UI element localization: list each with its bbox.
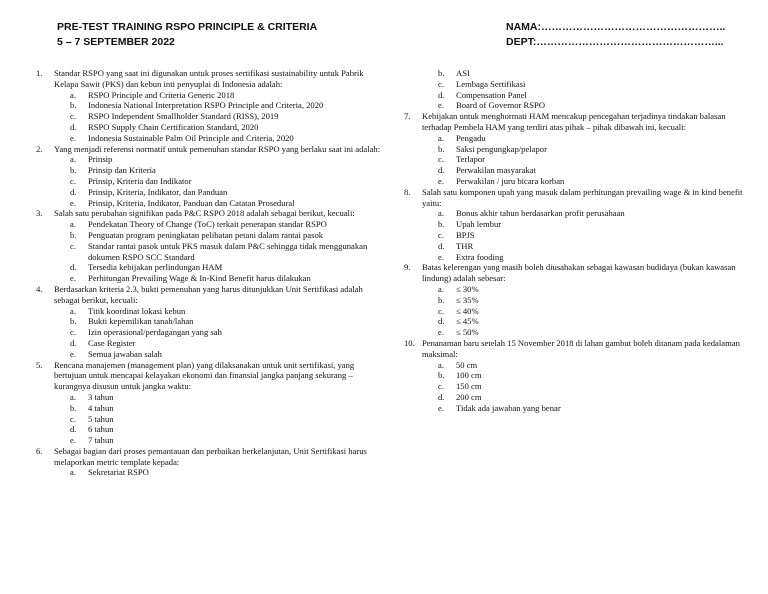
option-text: 100 cm (456, 370, 482, 381)
option-text: Perhitungan Prevailing Wage & In-Kind Benefit harus dilakukan (88, 273, 311, 284)
option-letter: a. (438, 132, 444, 143)
question-block (36, 360, 388, 446)
option-letter: a. (70, 467, 76, 478)
option-text: BPJS (456, 229, 475, 240)
option-text: Board of Governor RSPO (456, 100, 546, 111)
question-number: 10. (404, 337, 415, 348)
question-block (404, 111, 749, 187)
option-text: Extra fooding (456, 251, 504, 262)
option-text: 150 cm (456, 381, 482, 392)
answer-option (404, 306, 749, 317)
option-letter: d. (70, 262, 77, 273)
answer-option (404, 370, 749, 381)
option-letter: a. (70, 89, 76, 100)
answer-option (404, 252, 749, 263)
question (36, 446, 388, 468)
answer-option (36, 435, 388, 446)
option-letter: a. (438, 208, 444, 219)
answer-option (36, 338, 388, 349)
answer-option (404, 79, 749, 90)
option-text: Prinsip, Kriteria, Indikator, Panduan dan Catatan Prosedural (88, 197, 295, 208)
answer-option (36, 403, 388, 414)
question-number: 1. (36, 68, 43, 78)
option-text: Penguatan program peningkatan pelibatan petani dalam rantai pasok (88, 229, 324, 240)
page-title: PRE-TEST TRAINING RSPO PRINCIPLE & CRITERIA (57, 21, 318, 33)
answer-option (36, 327, 388, 338)
option-letter: b. (70, 402, 77, 413)
option-letter: a. (70, 219, 76, 230)
right-column (404, 68, 749, 414)
answer-option (36, 392, 388, 403)
option-letter: b. (438, 294, 445, 305)
option-text: Terlapor (456, 154, 485, 165)
option-letter: c. (70, 327, 76, 338)
option-text: 4 tahun (88, 402, 114, 413)
header-right (506, 20, 725, 50)
option-letter: d. (438, 165, 445, 176)
answer-option (404, 284, 749, 295)
answer-option (36, 241, 388, 263)
option-text: RSPO Principle and Criteria Generic 2018 (88, 89, 235, 100)
answer-option (36, 424, 388, 435)
answer-option (36, 316, 388, 327)
option-letter: c. (70, 240, 76, 251)
question (404, 338, 749, 360)
option-text: 7 tahun (88, 435, 114, 446)
answer-option (404, 241, 749, 252)
option-text: THR (456, 240, 474, 251)
answer-option (36, 111, 388, 122)
option-letter: b. (438, 370, 445, 381)
option-text: Sekretariat RSPO (88, 467, 149, 478)
name-field: NAMA:…………………………………………….. (506, 21, 726, 33)
option-text: Indonesia Sustainable Palm Oil Principle and Criteria, 2020 (88, 132, 294, 143)
option-text: Prinsip, Kriteria, Indikator, dan Panduan (88, 186, 228, 197)
option-letter: e. (70, 435, 76, 446)
question-number: 7. (404, 111, 411, 122)
option-text: ≤ 30% (456, 283, 479, 294)
option-letter: d. (438, 391, 445, 402)
option-text: Semua jawaban salah (88, 348, 162, 359)
question-text: Batas kelerengan yang masih boleh diusahakan sebagai kawasan budidaya (bukan kawasan lindung) adalah sebesar: (422, 262, 736, 284)
left-column (36, 68, 388, 478)
option-text: ≤ 50% (456, 327, 479, 338)
option-text: Lembaga Sertifikasi (456, 78, 526, 89)
question-number: 8. (404, 186, 411, 197)
option-letter: b. (70, 316, 77, 327)
right-questions (404, 111, 749, 413)
answer-option (36, 414, 388, 425)
question-block (36, 446, 388, 478)
option-text: Izin operasional/perdagangan yang sah (88, 327, 222, 338)
question (36, 68, 388, 90)
option-letter: e. (70, 348, 76, 359)
option-letter: d. (70, 121, 77, 132)
answer-option (404, 154, 749, 165)
option-text: Tersedia kebijakan perlindungan HAM (88, 262, 223, 273)
option-text: Bukti kepemilikan tanah/lahan (88, 316, 194, 327)
option-letter: d. (70, 186, 77, 197)
option-text: Perwakilan masyarakat (456, 165, 536, 176)
option-letter: c. (438, 381, 444, 392)
option-text: Compensation Panel (456, 89, 527, 100)
question (404, 262, 749, 284)
option-letter: b. (70, 100, 77, 111)
question (36, 360, 388, 392)
answer-option (36, 273, 388, 284)
question-block (404, 187, 749, 263)
option-letter: c. (438, 154, 444, 165)
answer-option (404, 316, 749, 327)
answer-option (36, 165, 388, 176)
question-block (36, 68, 388, 144)
question (36, 144, 388, 155)
question-text: Salah satu perubahan signifikan pada P&C RSPO 2018 adalah sebagai berikut, kecuali: (54, 208, 355, 219)
option-text: Standar rantai pasok untuk PKS masuk dalam P&C sehingga tidak menggunakan dokumen RSPO SCC Standard (88, 240, 368, 262)
answer-option (404, 327, 749, 338)
question-text: Penanaman baru setelah 15 November 2018 di lahan gambut boleh ditanam pada kedalaman maksimal: (422, 337, 740, 359)
option-letter: d. (70, 424, 77, 435)
header-left (57, 20, 317, 50)
option-letter: d. (438, 89, 445, 100)
dept-field: DEPT:……………………………………………... (506, 36, 724, 48)
option-text: ≤ 35% (456, 294, 479, 305)
option-text: Bonus akhir tahun berdasarkan profit perusahaan (456, 208, 625, 219)
option-letter: c. (70, 111, 76, 122)
answer-option (404, 144, 749, 155)
answer-option (404, 68, 749, 79)
option-text: 5 tahun (88, 413, 114, 424)
answer-option (404, 230, 749, 241)
question (36, 208, 388, 219)
question-text: Standar RSPO yang saat ini digunakan untuk proses sertifikasi sustainability untuk Pabrik Kelapa Sawit (PKS) dan kebun inti penyuplai di Indonesia adalah: (54, 68, 364, 89)
answer-option (36, 122, 388, 133)
option-text: ≤ 45% (456, 316, 479, 327)
answer-option (404, 133, 749, 144)
option-text: Upah lembur (456, 219, 502, 230)
option-letter: c. (70, 175, 76, 186)
option-text: Prinsip dan Kriteria (88, 165, 156, 176)
question-text: Berdasarkan kriteria 2.3, bukti pemenuhan yang harus ditunjukkan Unit Sertifikasi adalah sebagai berikut, kecuali: (54, 283, 363, 305)
question-number: 3. (36, 208, 43, 219)
option-letter: e. (70, 197, 76, 208)
question (36, 284, 388, 306)
answer-option (36, 133, 388, 144)
option-letter: e. (438, 327, 444, 338)
question-number: 2. (36, 143, 43, 154)
answer-option (404, 176, 749, 187)
answer-option (36, 230, 388, 241)
answer-option (36, 467, 388, 478)
question-text: Salah satu komponen upah yang masuk dalam perhitungan prevailing wage & in kind benefit yaitu: (422, 186, 743, 208)
answer-option (36, 100, 388, 111)
option-text: Prinsip, Kriteria dan Indikator (88, 175, 192, 186)
answer-option (36, 154, 388, 165)
option-letter: e. (438, 251, 444, 262)
answer-option (36, 176, 388, 187)
option-letter: e. (70, 132, 76, 143)
answer-option (36, 306, 388, 317)
answer-option (36, 90, 388, 101)
option-text: 200 cm (456, 391, 482, 402)
option-text: 6 tahun (88, 424, 114, 435)
answer-option (36, 198, 388, 209)
option-letter: a. (70, 391, 76, 402)
option-letter: d. (438, 316, 445, 327)
question-block (36, 144, 388, 209)
option-text: Saksi pengungkap/pelapor (456, 143, 547, 154)
option-text: RSPO Supply Chain Certification Standard, 2020 (88, 121, 259, 132)
option-letter: a. (70, 154, 76, 165)
option-letter: a. (70, 305, 76, 316)
answer-option (36, 349, 388, 360)
question-block (36, 284, 388, 360)
option-letter: b. (438, 219, 445, 230)
question-number: 9. (404, 262, 411, 273)
option-letter: e. (438, 100, 444, 111)
option-letter: e. (438, 175, 444, 186)
question-text: Kebijakan untuk menghormati HAM mencakup pencegahan terjadinya tindakan balasan terhadap Pembela HAM yang terdiri atas pihak – pihak dibawah ini, kecuali: (422, 111, 726, 132)
option-letter: b. (438, 68, 445, 78)
answer-option (404, 90, 749, 101)
training-date: 5 – 7 SEPTEMBER 2022 (57, 36, 175, 48)
question-block (36, 208, 388, 284)
option-text: 50 cm (456, 359, 478, 370)
answer-option (404, 360, 749, 371)
answer-option (404, 381, 749, 392)
option-letter: d. (70, 337, 77, 348)
answer-option (404, 392, 749, 403)
answer-option (404, 165, 749, 176)
option-text: 3 tahun (88, 391, 114, 402)
option-letter: d. (438, 240, 445, 251)
option-text: ≤ 40% (456, 305, 479, 316)
question-6-continued (404, 68, 749, 111)
answer-option (404, 100, 749, 111)
option-letter: c. (70, 413, 76, 424)
question (404, 187, 749, 209)
option-letter: c. (438, 229, 444, 240)
option-text: RSPO Independent Smallholder Standard (RISS), 2019 (88, 111, 279, 122)
question-number: 4. (36, 283, 43, 294)
option-text: Tidak ada jawaban yang benar (456, 402, 561, 413)
option-text: Case Register (88, 337, 136, 348)
option-text: Perwakilan / juru bicara korban (456, 175, 565, 186)
question-number: 5. (36, 359, 43, 370)
option-letter: c. (438, 78, 444, 89)
option-letter: e. (70, 273, 76, 284)
answer-option (404, 219, 749, 230)
option-letter: b. (70, 165, 77, 176)
question-block (404, 262, 749, 338)
question-block (404, 338, 749, 414)
option-text: ASI (456, 68, 470, 78)
option-text: Indonesia National Interpretation RSPO Principle and Criteria, 2020 (88, 100, 324, 111)
option-letter: b. (70, 229, 77, 240)
question-number: 6. (36, 445, 43, 456)
option-letter: b. (438, 143, 445, 154)
question (404, 111, 749, 133)
question-text: Sebagai bagian dari proses pemantauan dan perbaikan berkelanjutan, Unit Sertifikasi harus melaporkan metric template kepada: (54, 445, 367, 467)
answer-option (36, 262, 388, 273)
option-text: Prinsip (88, 154, 113, 165)
question-text: Yang menjadi referensi normatif untuk pemenuhan standar RSPO yang berlaku saat ini adalah: (54, 143, 381, 154)
option-letter: e. (438, 402, 444, 413)
question-text: Rencana manajemen (management plan) yang dilaksanakan untuk unit sertifikasi, yang bertujuan untuk mencapai kelayakan ekonomi dan finansial jangka panjang sekurang – kurangnya disusun untuk jangka waktu: (54, 359, 355, 392)
option-letter: a. (438, 283, 444, 294)
option-letter: a. (438, 359, 444, 370)
answer-option (404, 403, 749, 414)
answer-option (404, 208, 749, 219)
option-text: Titik koordinat lokasi kebun (88, 305, 186, 316)
answer-option (404, 295, 749, 306)
option-text: Pengadu (456, 132, 486, 143)
answer-option (36, 187, 388, 198)
answer-option (36, 219, 388, 230)
option-text: Pendekatan Theory of Change (ToC) terkait penerapan standar RSPO (88, 219, 327, 230)
option-letter: c. (438, 305, 444, 316)
